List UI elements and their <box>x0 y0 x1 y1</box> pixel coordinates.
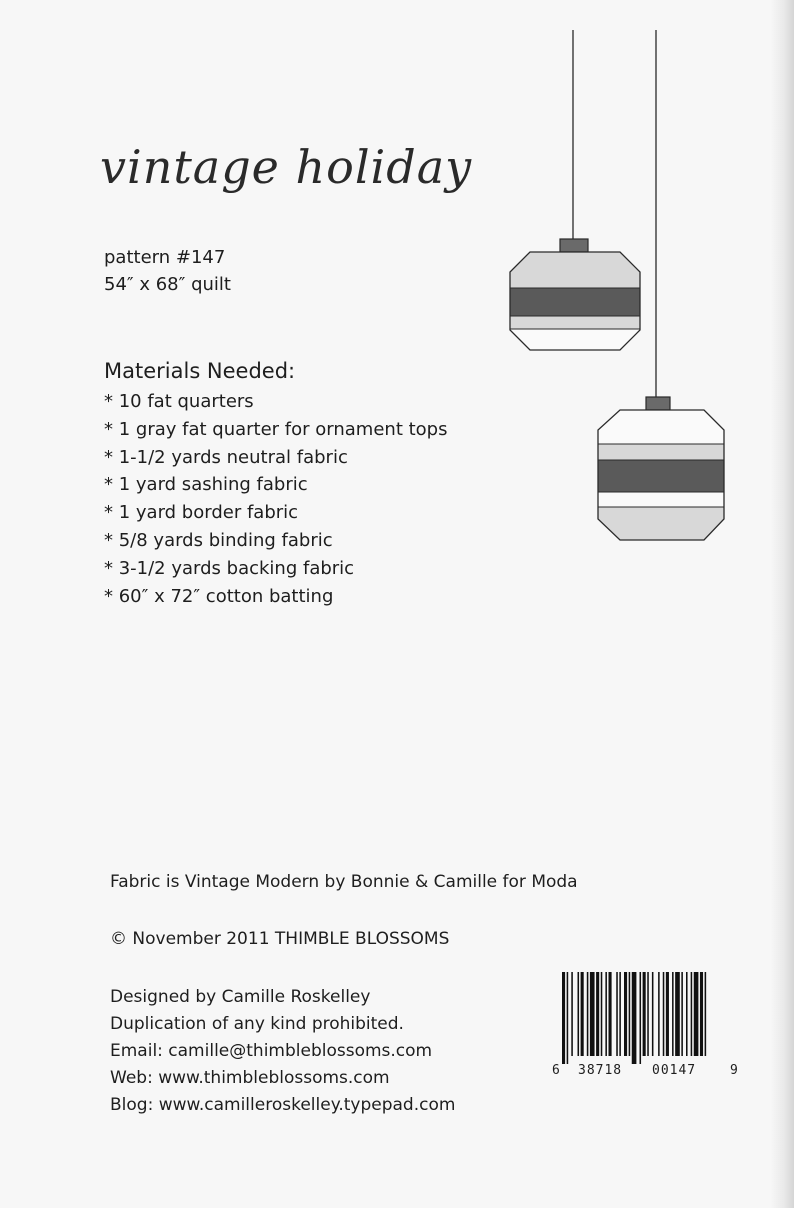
material-item: * 1 yard border fabric <box>104 502 299 524</box>
barcode-bar <box>691 972 693 1056</box>
barcode-bar <box>605 972 607 1056</box>
credits-block <box>110 984 455 1119</box>
pattern-info <box>104 244 231 298</box>
ornament-right-band-dark <box>598 460 724 492</box>
page-edge-shadow <box>770 0 794 1208</box>
barcode-bar <box>616 972 618 1056</box>
barcode-bar <box>675 972 680 1056</box>
barcode-bar <box>587 972 589 1056</box>
hanging-ornaments-illustration <box>490 30 750 560</box>
web-contact: Web: www.thimbleblossoms.com <box>110 1068 390 1088</box>
upc-barcode <box>548 968 748 1080</box>
barcode-bar <box>672 972 674 1056</box>
duplication-notice: Duplication of any kind prohibited. <box>110 1014 404 1034</box>
ornament-right-band-bottom <box>598 507 724 540</box>
blog-contact: Blog: www.camilleroskelley.typepad.com <box>110 1095 456 1115</box>
barcode-bar <box>624 972 627 1056</box>
barcode-bar <box>663 972 665 1056</box>
barcode-bar <box>681 972 683 1056</box>
barcode-bar <box>705 972 707 1056</box>
material-item: * 60″ x 72″ cotton batting <box>104 585 334 607</box>
barcode-bar <box>619 972 621 1056</box>
barcode-bar <box>629 972 631 1056</box>
material-item: * 10 fat quarters <box>104 391 254 412</box>
materials-section <box>104 356 447 610</box>
barcode-lead-digit: 6 <box>552 1063 560 1078</box>
ornament-left-band-top <box>510 252 640 288</box>
barcode-bar <box>643 972 646 1056</box>
ornament-left-band-dark <box>510 288 640 316</box>
copyright-notice: © November 2011 THIMBLE BLOSSOMS <box>110 929 450 949</box>
barcode-right-digits: 00147 <box>652 1063 697 1078</box>
ornament-right-band-light <box>598 444 724 460</box>
material-item: * 1-1/2 yards neutral fabric <box>104 446 348 468</box>
barcode-bar <box>632 972 637 1064</box>
ornament-left-cap <box>560 239 588 252</box>
material-item: * 5/8 yards binding fabric <box>104 529 333 551</box>
ornament-left <box>510 239 640 350</box>
barcode-bar <box>609 972 612 1056</box>
barcode-bar <box>571 972 573 1056</box>
barcode-bar <box>700 972 703 1056</box>
barcode-bar <box>578 972 580 1056</box>
pattern-title: vintage holiday <box>100 140 473 194</box>
barcode-bar <box>581 972 584 1056</box>
materials-heading: Materials Needed: <box>104 359 296 383</box>
material-item: * 3-1/2 yards backing fabric <box>104 557 355 579</box>
ornament-right-cap <box>646 397 670 410</box>
barcode-bar <box>686 972 688 1056</box>
barcode-left-digits: 38718 <box>578 1063 623 1078</box>
ornament-right-band-top <box>598 410 724 444</box>
email-contact: Email: camille@thimbleblossoms.com <box>110 1041 433 1061</box>
materials-list <box>104 388 447 610</box>
ornament-left-band-white <box>510 329 640 350</box>
barcode-bar <box>640 972 642 1064</box>
designer-credit: Designed by Camille Roskelley <box>110 987 371 1007</box>
fabric-note: Fabric is Vintage Modern by Bonnie & Camille for Moda <box>110 872 578 892</box>
barcode-bar <box>652 972 654 1056</box>
barcode-bar <box>666 972 669 1056</box>
barcode-bar <box>601 972 603 1056</box>
barcode-bar <box>647 972 649 1056</box>
barcode-bar <box>567 972 569 1064</box>
barcode-bar <box>694 972 699 1056</box>
ornament-right-band-white <box>598 492 724 507</box>
material-item: * 1 gray fat quarter for ornament tops <box>104 418 448 440</box>
barcode-bar <box>562 972 565 1064</box>
ornament-right <box>598 397 724 540</box>
barcode-bar <box>590 972 595 1056</box>
pattern-number: pattern #147 <box>104 247 226 268</box>
ornament-left-band-mid <box>510 316 640 329</box>
barcode-bar <box>596 972 599 1056</box>
barcode-bar <box>658 972 660 1056</box>
quilt-size: 54″ x 68″ quilt <box>104 274 231 295</box>
barcode-check-digit: 9 <box>730 1063 738 1078</box>
barcode-bars <box>562 972 706 1064</box>
material-item: * 1 yard sashing fabric <box>104 474 308 496</box>
